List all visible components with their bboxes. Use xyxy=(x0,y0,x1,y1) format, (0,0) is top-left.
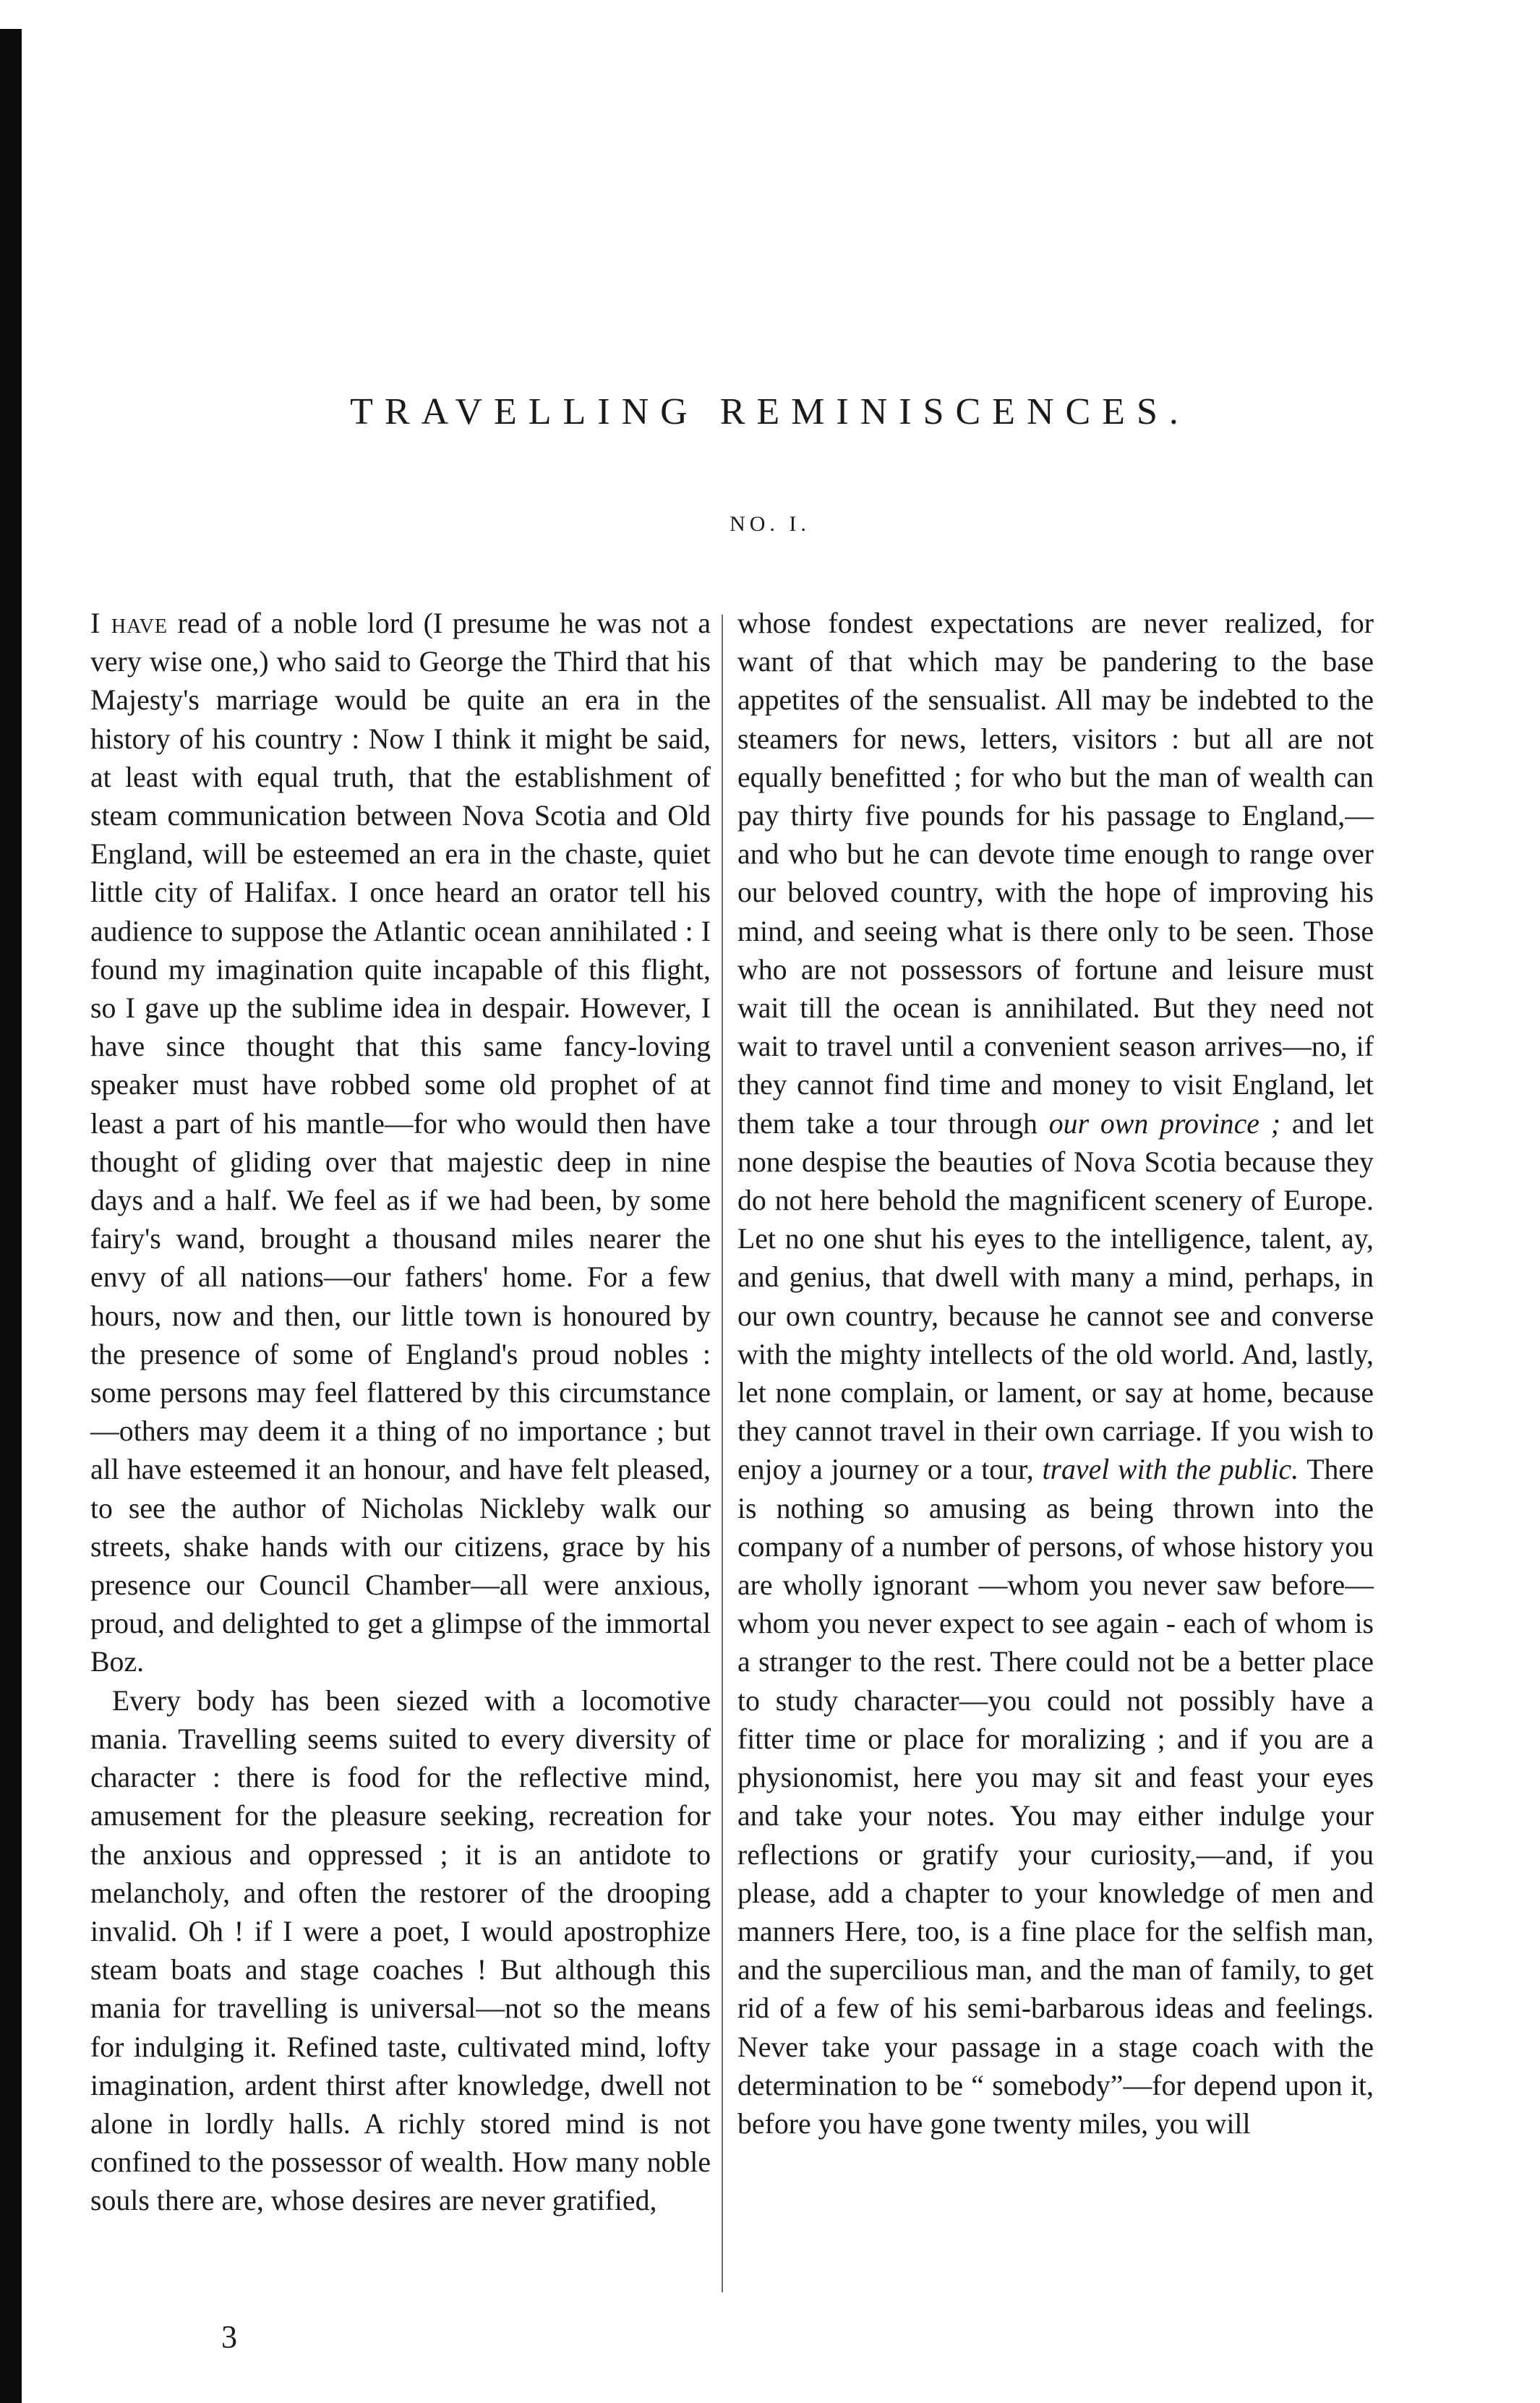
drop-lead: I have xyxy=(90,607,168,639)
right-text-2: and let none despise the beauties of Nova Scotia because they do not here behold the magnificent scenery of Europe. Let no one shut his eyes to the intelligence, talent, ay, and genius, that dwell with many a mind, perhaps, in our own country, because he cannot see and converse with the mighty intellects of the old world. And, lastly, let none complain, or lament, or say at home, because they cannot travel in their own carriage. If you wish to enjoy a journey or a tour, xyxy=(737,1107,1374,1486)
left-paragraph-2: Every body has been siezed with a locomotive mania. Travelling seems suited to every diversity of character : there is food for the reflective mind, amusement for the pleasure seeking, recreation for the anxious and oppressed ; it is an antidote to melancholy, and often the restorer of the drooping invalid. Oh ! if I were a poet, I would apostrophize steam boats and stage coaches ! But although this mania for travelling is universal—not so the means for indulging it. Refined taste, cultivated mind, lofty imagination, ardent thirst after knowledge, dwell not alone in lordly halls. A richly stored mind is not confined to the possessor of wealth. How many noble souls there are, whose desires are never gratified, xyxy=(90,1684,711,2217)
binding-spine xyxy=(0,29,22,2403)
right-emphasis-1: our own province ; xyxy=(1048,1107,1281,1140)
right-column xyxy=(737,605,1374,2143)
right-paragraph xyxy=(737,605,1374,2143)
right-emphasis-2: travel with the public. xyxy=(1042,1454,1299,1486)
page-title: TRAVELLING REMINISCENCES. xyxy=(350,391,1190,432)
right-text-1: whose fondest expectations are never realized, for want of that which may be pandering to the base appetites of the sensualist. All may be indebted to the steamers for news, letters, visitors : but all are not equally benefitted ; for who but the man of wealth can pay thirty five pounds for his passage to England,—and who but he can devote time enough to range over our beloved country, with the hope of improving his mind, and seeing what is there only to be seen. Those who are not possessors of fortune and leisure must wait till the ocean is annihilated. But they need not wait to travel until a convenient season arrives—no, if they cannot find time and money to visit England, let them take a tour through xyxy=(737,607,1374,1140)
left-paragraph-1 xyxy=(90,605,711,1682)
column-divider xyxy=(722,615,723,2292)
page-subtitle: NO. I. xyxy=(730,512,810,536)
page-number: 3 xyxy=(221,2319,237,2355)
right-text-3: There is nothing so amusing as being thrown into the company of a number of persons, of whose history you are wholly ignorant —whom you never saw before—whom you never expect to see again - each of whom is a stranger to the rest. There could not be a better place to study character—you could not possibly have a fitter time or place for moralizing ; and if you are a physionomist, here you may sit and feast your eyes and take your notes. You may either indulge your reflections or gratify your curiosity,—and, if you please, add a chapter to your knowledge of men and manners Here, too, is a fine place for the selfish man, and the supercilious man, and the man of family, to get rid of a few of his semi-barbarous ideas and feelings. Never take your passage in a stage coach with the determination to be “ somebody”—for depend upon it, before you have gone twenty miles, you will xyxy=(737,1454,1374,2140)
left-paragraph-1-text: read of a noble lord (I presume he was not a very wise one,) who said to George the Third that his Majesty's marriage would be quite an era in the history of his country : Now I think it might be said, at least with equal truth, that the establishment of steam communication between Nova Scotia and Old England, will be esteemed an era in the chaste, quiet little city of Halifax. I once heard an orator tell his audience to suppose the Atlantic ocean annihilated : I found my imagination quite incapable of this flight, so I gave up the sublime idea in despair. However, I have since thought that this same fancy-loving speaker must have robbed some old prophet of at least a part of his mantle—for who would then have thought of gliding over that majestic deep in nine days and a half. We feel as if we had been, by some fairy's wand, brought a thousand miles nearer the envy of all nations—our fathers' home. For a few hours, now and then, our little town is honoured by the presence of some of England's proud nobles : some persons may feel flattered by this circumstance—others may deem it a thing of no importance ; but all have esteemed it an honour, and have felt pleased, to see the author of Nicholas Nickleby walk our streets, shake hands with our citizens, grace by his presence our Council Chamber—all were anxious, proud, and delighted to get a glimpse of the immortal Boz. xyxy=(90,607,711,1678)
left-column xyxy=(90,605,711,2221)
